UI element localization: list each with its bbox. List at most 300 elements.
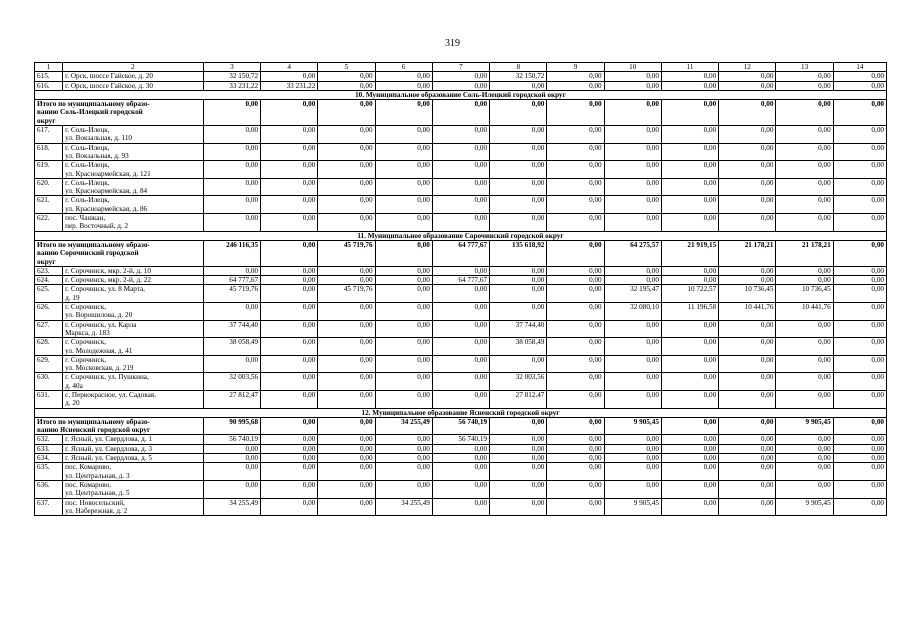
value-cell-col-5: 0,00 — [318, 196, 375, 214]
value-cell-col-7: 0,00 — [432, 444, 489, 453]
value-cell-col-9: 0,00 — [547, 390, 604, 408]
value-cell-col-14: 0,00 — [833, 161, 886, 179]
address-cell — [63, 266, 204, 275]
value-cell-col-4: 0,00 — [261, 355, 318, 373]
value-cell-col-5: 0,00 — [318, 81, 375, 90]
text-line: г. Сорочинск, мкр. 2-й, д. 10 — [65, 266, 151, 275]
value-cell-col-9: 0,00 — [547, 178, 604, 196]
table-row — [35, 276, 887, 285]
value-cell-col-10: 0,00 — [604, 338, 661, 356]
value-cell-col-4: 0,00 — [261, 178, 318, 196]
value-cell-col-12: 0,00 — [719, 320, 776, 338]
value-cell-col-5: 0,00 — [318, 178, 375, 196]
value-cell-col-3: 0,00 — [203, 355, 260, 373]
value-cell-col-3: 0,00 — [203, 480, 260, 498]
text-line: пос. Новосельский, — [65, 498, 125, 507]
value-cell-col-7: 0,00 — [432, 81, 489, 90]
value-cell-col-14: 0,00 — [833, 480, 886, 498]
value-cell-col-11: 0,00 — [661, 454, 718, 463]
value-cell-col-14: 0,00 — [833, 285, 886, 303]
column-header-4: 4 — [261, 63, 318, 72]
value-cell-col-3: 27 812,47 — [203, 390, 260, 408]
value-cell-col-6: 0,00 — [375, 444, 432, 453]
value-cell-col-12: 0,00 — [719, 214, 776, 232]
page-number: 319 — [445, 38, 460, 49]
text-line: д. 40а — [65, 381, 83, 390]
value-cell-col-8: 0,00 — [490, 454, 547, 463]
value-cell-col-4: 0,00 — [261, 463, 318, 481]
table-row — [35, 266, 887, 275]
value-cell-col-11: 0,00 — [661, 373, 718, 391]
value-cell-col-4: 0,00 — [261, 276, 318, 285]
text-line: Итого по муниципальному образо- — [37, 240, 150, 249]
address-cell — [63, 498, 204, 516]
value-cell-col-6: 0,00 — [375, 463, 432, 481]
section-header-row — [35, 90, 887, 99]
value-cell-col-12: 0,00 — [719, 435, 776, 444]
value-cell-col-7: 0,00 — [432, 100, 489, 126]
value-cell-col-12: 0,00 — [719, 338, 776, 356]
value-cell-col-5: 0,00 — [318, 126, 375, 144]
value-cell-col-6: 0,00 — [375, 161, 432, 179]
text-line: ул. Центральная, д. 5 — [65, 489, 130, 498]
value-cell-col-7: 0,00 — [432, 338, 489, 356]
table-row — [35, 81, 887, 90]
value-cell-col-4: 0,00 — [261, 338, 318, 356]
value-cell-col-3: 34 255,49 — [203, 498, 260, 516]
value-cell-col-11: 0,00 — [661, 72, 718, 81]
value-cell-col-9: 0,00 — [547, 320, 604, 338]
table-row — [35, 454, 887, 463]
value-cell-col-3: 0,00 — [203, 100, 260, 126]
value-cell-col-12: 10 736,45 — [719, 285, 776, 303]
value-cell-col-7: 0,00 — [432, 480, 489, 498]
value-cell-col-8: 0,00 — [490, 285, 547, 303]
value-cell-col-7: 0,00 — [432, 463, 489, 481]
value-cell-col-11: 0,00 — [661, 463, 718, 481]
address-cell — [63, 390, 204, 408]
value-cell-col-10: 0,00 — [604, 72, 661, 81]
value-cell-col-7: 0,00 — [432, 126, 489, 144]
text-line: ул. Вокзальная, д. 110 — [65, 134, 133, 143]
value-cell-col-11: 0,00 — [661, 196, 718, 214]
value-cell-col-10: 0,00 — [604, 480, 661, 498]
value-cell-col-10: 0,00 — [604, 454, 661, 463]
text-line: г. Сорочинск, ул. 8 Марта, — [65, 285, 145, 294]
value-cell-col-4: 33 231,22 — [261, 81, 318, 90]
value-cell-col-13: 0,00 — [776, 435, 833, 444]
table-row — [35, 463, 887, 481]
value-cell-col-6: 0,00 — [375, 355, 432, 373]
value-cell-col-7: 0,00 — [432, 161, 489, 179]
value-cell-col-3: 0,00 — [203, 143, 260, 161]
value-cell-col-10: 0,00 — [604, 463, 661, 481]
value-cell-col-7: 0,00 — [432, 454, 489, 463]
table-body — [35, 63, 887, 516]
row-number: 618. — [35, 143, 63, 161]
value-cell-col-8: 0,00 — [490, 276, 547, 285]
value-cell-col-13: 0,00 — [776, 373, 833, 391]
value-cell-col-8: 0,00 — [490, 435, 547, 444]
value-cell-col-7: 0,00 — [432, 320, 489, 338]
value-cell-col-5: 45 719,76 — [318, 240, 375, 266]
text-line: г. Орск, шоссе Гайское, д. 30 — [65, 81, 153, 90]
value-cell-col-9: 0,00 — [547, 373, 604, 391]
address-cell — [63, 454, 204, 463]
value-cell-col-13: 21 178,21 — [776, 240, 833, 266]
text-line: ванию Сорочинский городской — [37, 249, 139, 258]
total-label — [35, 240, 204, 266]
table-row — [35, 178, 887, 196]
text-line: ул. Молодежная, д. 41 — [65, 346, 133, 355]
value-cell-col-9: 0,00 — [547, 276, 604, 285]
value-cell-col-3: 45 719,76 — [203, 285, 260, 303]
address-cell — [63, 81, 204, 90]
table-row — [35, 161, 887, 179]
table-row — [35, 498, 887, 516]
text-line: Итого по муниципальному образо- — [37, 100, 150, 109]
value-cell-col-13: 0,00 — [776, 143, 833, 161]
value-cell-col-6: 0,00 — [375, 373, 432, 391]
value-cell-col-10: 0,00 — [604, 373, 661, 391]
value-cell-col-7: 0,00 — [432, 285, 489, 303]
value-cell-col-12: 0,00 — [719, 463, 776, 481]
value-cell-col-13: 0,00 — [776, 390, 833, 408]
value-cell-col-14: 0,00 — [833, 320, 886, 338]
value-cell-col-5: 0,00 — [318, 266, 375, 275]
value-cell-col-8: 0,00 — [490, 126, 547, 144]
value-cell-col-11: 21 919,15 — [661, 240, 718, 266]
value-cell-col-4: 0,00 — [261, 417, 318, 435]
value-cell-col-5: 0,00 — [318, 276, 375, 285]
value-cell-col-8: 0,00 — [490, 498, 547, 516]
value-cell-col-10: 0,00 — [604, 161, 661, 179]
value-cell-col-8: 0,00 — [490, 480, 547, 498]
row-number: 631. — [35, 390, 63, 408]
value-cell-col-10: 0,00 — [604, 355, 661, 373]
value-cell-col-5: 0,00 — [318, 454, 375, 463]
value-cell-col-6: 0,00 — [375, 143, 432, 161]
column-header-6: 6 — [375, 63, 432, 72]
value-cell-col-11: 10 722,57 — [661, 285, 718, 303]
value-cell-col-5: 0,00 — [318, 480, 375, 498]
text-line: Маркса, д. 183 — [65, 328, 110, 337]
value-cell-col-7: 0,00 — [432, 390, 489, 408]
value-cell-col-5: 0,00 — [318, 373, 375, 391]
column-header-11: 11 — [661, 63, 718, 72]
table-row — [35, 373, 887, 391]
section-header-row — [35, 231, 887, 240]
row-number: 619. — [35, 161, 63, 179]
value-cell-col-6: 0,00 — [375, 72, 432, 81]
text-line: пос. Комарово, — [65, 480, 112, 489]
value-cell-col-6: 0,00 — [375, 214, 432, 232]
value-cell-col-8: 32 150,72 — [490, 72, 547, 81]
value-cell-col-4: 0,00 — [261, 72, 318, 81]
value-cell-col-14: 0,00 — [833, 266, 886, 275]
value-cell-col-13: 0,00 — [776, 178, 833, 196]
address-cell — [63, 285, 204, 303]
column-header-12: 12 — [719, 63, 776, 72]
value-cell-col-3: 37 744,40 — [203, 320, 260, 338]
value-cell-col-5: 0,00 — [318, 390, 375, 408]
value-cell-col-6: 0,00 — [375, 240, 432, 266]
row-number: 632. — [35, 435, 63, 444]
value-cell-col-4: 0,00 — [261, 480, 318, 498]
value-cell-col-6: 0,00 — [375, 480, 432, 498]
value-cell-col-13: 10 736,45 — [776, 285, 833, 303]
text-line: г. Орск, шоссе Гайское, д. 20 — [65, 72, 153, 81]
row-number: 623. — [35, 266, 63, 275]
value-cell-col-14: 0,00 — [833, 143, 886, 161]
value-cell-col-9: 0,00 — [547, 100, 604, 126]
value-cell-col-9: 0,00 — [547, 81, 604, 90]
table-row — [35, 126, 887, 144]
text-line: г. Сорочинск, мкр. 2-й, д. 22 — [65, 276, 151, 285]
value-cell-col-8: 0,00 — [490, 100, 547, 126]
total-label — [35, 417, 204, 435]
value-cell-col-13: 0,00 — [776, 454, 833, 463]
column-header-8: 8 — [490, 63, 547, 72]
row-number: 624. — [35, 276, 63, 285]
value-cell-col-11: 0,00 — [661, 214, 718, 232]
value-cell-col-8: 0,00 — [490, 444, 547, 453]
text-line: д. 20 — [65, 399, 80, 408]
value-cell-col-4: 0,00 — [261, 196, 318, 214]
total-row — [35, 417, 887, 435]
value-cell-col-14: 0,00 — [833, 454, 886, 463]
value-cell-col-14: 0,00 — [833, 435, 886, 444]
value-cell-col-3: 0,00 — [203, 266, 260, 275]
value-cell-col-4: 0,00 — [261, 143, 318, 161]
value-cell-col-8: 0,00 — [490, 196, 547, 214]
row-number: 625. — [35, 285, 63, 303]
value-cell-col-9: 0,00 — [547, 480, 604, 498]
section-header-row — [35, 408, 887, 417]
value-cell-col-13: 9 905,45 — [776, 498, 833, 516]
value-cell-col-5: 0,00 — [318, 338, 375, 356]
value-cell-col-6: 34 255,49 — [375, 417, 432, 435]
value-cell-col-3: 90 995,68 — [203, 417, 260, 435]
value-cell-col-13: 0,00 — [776, 355, 833, 373]
section-title: 10. Муниципальное образование Соль-Илецкий городской округ — [35, 90, 887, 99]
value-cell-col-9: 0,00 — [547, 454, 604, 463]
value-cell-col-14: 0,00 — [833, 214, 886, 232]
value-cell-col-13: 0,00 — [776, 266, 833, 275]
text-line: ул. Набережная, д. 2 — [65, 506, 128, 515]
value-cell-col-13: 0,00 — [776, 214, 833, 232]
value-cell-col-11: 0,00 — [661, 355, 718, 373]
text-line: ул. Вокзальная, д. 93 — [65, 151, 129, 160]
value-cell-col-14: 0,00 — [833, 100, 886, 126]
row-number: 628. — [35, 338, 63, 356]
value-cell-col-5: 0,00 — [318, 355, 375, 373]
value-cell-col-4: 0,00 — [261, 498, 318, 516]
value-cell-col-14: 0,00 — [833, 178, 886, 196]
value-cell-col-12: 0,00 — [719, 72, 776, 81]
value-cell-col-11: 11 196,58 — [661, 303, 718, 321]
column-header-5: 5 — [318, 63, 375, 72]
value-cell-col-5: 0,00 — [318, 435, 375, 444]
address-cell — [63, 276, 204, 285]
value-cell-col-8: 0,00 — [490, 178, 547, 196]
value-cell-col-4: 0,00 — [261, 320, 318, 338]
value-cell-col-7: 56 740,19 — [432, 417, 489, 435]
address-cell — [63, 303, 204, 321]
value-cell-col-8: 0,00 — [490, 81, 547, 90]
text-line: г. Сорочинск, ул. Пушкина, — [65, 373, 149, 382]
row-number: 615. — [35, 72, 63, 81]
table-row — [35, 480, 887, 498]
value-cell-col-7: 0,00 — [432, 72, 489, 81]
value-cell-col-3: 0,00 — [203, 454, 260, 463]
value-cell-col-4: 0,00 — [261, 266, 318, 275]
value-cell-col-4: 0,00 — [261, 373, 318, 391]
value-cell-col-6: 0,00 — [375, 81, 432, 90]
value-cell-col-12: 0,00 — [719, 143, 776, 161]
text-line: г. Соль-Илецк, — [65, 178, 110, 187]
value-cell-col-10: 32 080,10 — [604, 303, 661, 321]
value-cell-col-8: 27 812,47 — [490, 390, 547, 408]
value-cell-col-6: 0,00 — [375, 178, 432, 196]
value-cell-col-13: 0,00 — [776, 196, 833, 214]
value-cell-col-11: 0,00 — [661, 444, 718, 453]
value-cell-col-11: 0,00 — [661, 338, 718, 356]
value-cell-col-14: 0,00 — [833, 463, 886, 481]
value-cell-col-4: 0,00 — [261, 126, 318, 144]
value-cell-col-14: 0,00 — [833, 81, 886, 90]
value-cell-col-9: 0,00 — [547, 355, 604, 373]
address-cell — [63, 126, 204, 144]
text-line: г. Ясный, ул. Свердлова, д. 5 — [65, 454, 153, 463]
column-header-2: 2 — [63, 63, 204, 72]
value-cell-col-12: 0,00 — [719, 355, 776, 373]
value-cell-col-3: 0,00 — [203, 463, 260, 481]
value-cell-col-10: 0,00 — [604, 266, 661, 275]
text-line: ванию Ясненский городской округ — [37, 426, 151, 435]
value-cell-col-14: 0,00 — [833, 126, 886, 144]
row-number: 634. — [35, 454, 63, 463]
value-cell-col-11: 0,00 — [661, 266, 718, 275]
value-cell-col-14: 0,00 — [833, 276, 886, 285]
value-cell-col-10: 9 905,45 — [604, 498, 661, 516]
text-line: пер. Восточный, д. 2 — [65, 222, 129, 231]
value-cell-col-3: 0,00 — [203, 303, 260, 321]
value-cell-col-3: 0,00 — [203, 214, 260, 232]
address-cell — [63, 444, 204, 453]
table-row — [35, 196, 887, 214]
address-cell — [63, 320, 204, 338]
value-cell-col-6: 0,00 — [375, 338, 432, 356]
value-cell-col-11: 0,00 — [661, 390, 718, 408]
value-cell-col-12: 0,00 — [719, 126, 776, 144]
value-cell-col-3: 32 003,56 — [203, 373, 260, 391]
value-cell-col-5: 0,00 — [318, 463, 375, 481]
value-cell-col-8: 0,00 — [490, 355, 547, 373]
value-cell-col-3: 64 777,67 — [203, 276, 260, 285]
address-cell — [63, 143, 204, 161]
table-row — [35, 143, 887, 161]
text-line: ул. Красноармейская, д. 121 — [65, 169, 151, 178]
value-cell-col-4: 0,00 — [261, 100, 318, 126]
value-cell-col-7: 0,00 — [432, 178, 489, 196]
value-cell-col-5: 0,00 — [318, 100, 375, 126]
value-cell-col-6: 0,00 — [375, 320, 432, 338]
value-cell-col-4: 0,00 — [261, 214, 318, 232]
table-row — [35, 338, 887, 356]
value-cell-col-7: 0,00 — [432, 303, 489, 321]
value-cell-col-9: 0,00 — [547, 161, 604, 179]
value-cell-col-10: 0,00 — [604, 214, 661, 232]
text-line: г. Ясный, ул. Свердлова, д. 3 — [65, 444, 153, 453]
section-title: 11. Муниципальное образование Сорочинский городской округ — [35, 231, 887, 240]
value-cell-col-8: 0,00 — [490, 161, 547, 179]
column-header-13: 13 — [776, 63, 833, 72]
value-cell-col-8: 32 003,56 — [490, 373, 547, 391]
value-cell-col-4: 0,00 — [261, 390, 318, 408]
value-cell-col-7: 64 777,67 — [432, 240, 489, 266]
value-cell-col-14: 0,00 — [833, 240, 886, 266]
text-line: ул. Ворошилова, д. 20 — [65, 311, 133, 320]
text-line: ул. Красноармейская, д. 86 — [65, 204, 148, 213]
value-cell-col-4: 0,00 — [261, 303, 318, 321]
value-cell-col-5: 0,00 — [318, 143, 375, 161]
address-cell — [63, 161, 204, 179]
table-row — [35, 435, 887, 444]
value-cell-col-3: 32 150,72 — [203, 72, 260, 81]
address-cell — [63, 373, 204, 391]
value-cell-col-9: 0,00 — [547, 143, 604, 161]
text-line: г. Соль-Илецк, — [65, 126, 110, 135]
value-cell-col-11: 0,00 — [661, 417, 718, 435]
value-cell-col-10: 0,00 — [604, 126, 661, 144]
column-header-1: 1 — [35, 63, 63, 72]
value-cell-col-3: 56 740,19 — [203, 435, 260, 444]
value-cell-col-12: 0,00 — [719, 196, 776, 214]
value-cell-col-4: 0,00 — [261, 454, 318, 463]
value-cell-col-8: 0,00 — [490, 143, 547, 161]
value-cell-col-11: 0,00 — [661, 276, 718, 285]
value-cell-col-4: 0,00 — [261, 240, 318, 266]
value-cell-col-10: 9 905,45 — [604, 417, 661, 435]
value-cell-col-3: 0,00 — [203, 178, 260, 196]
address-cell — [63, 214, 204, 232]
value-cell-col-5: 45 719,76 — [318, 285, 375, 303]
text-line: г. Сорочинск, — [65, 303, 107, 312]
value-cell-col-9: 0,00 — [547, 214, 604, 232]
value-cell-col-12: 10 441,76 — [719, 303, 776, 321]
value-cell-col-10: 0,00 — [604, 81, 661, 90]
value-cell-col-11: 0,00 — [661, 126, 718, 144]
value-cell-col-12: 0,00 — [719, 266, 776, 275]
text-line: д. 19 — [65, 293, 80, 302]
value-cell-col-7: 0,00 — [432, 143, 489, 161]
row-number: 636. — [35, 480, 63, 498]
value-cell-col-8: 0,00 — [490, 303, 547, 321]
column-header-3: 3 — [203, 63, 260, 72]
text-line: г. Сорочинск, ул. Карла — [65, 320, 137, 329]
value-cell-col-12: 0,00 — [719, 100, 776, 126]
value-cell-col-3: 0,00 — [203, 444, 260, 453]
value-cell-col-14: 0,00 — [833, 303, 886, 321]
value-cell-col-9: 0,00 — [547, 435, 604, 444]
value-cell-col-3: 0,00 — [203, 161, 260, 179]
value-cell-col-5: 0,00 — [318, 417, 375, 435]
row-number: 629. — [35, 355, 63, 373]
row-number: 616. — [35, 81, 63, 90]
total-row — [35, 100, 887, 126]
table-row — [35, 303, 887, 321]
